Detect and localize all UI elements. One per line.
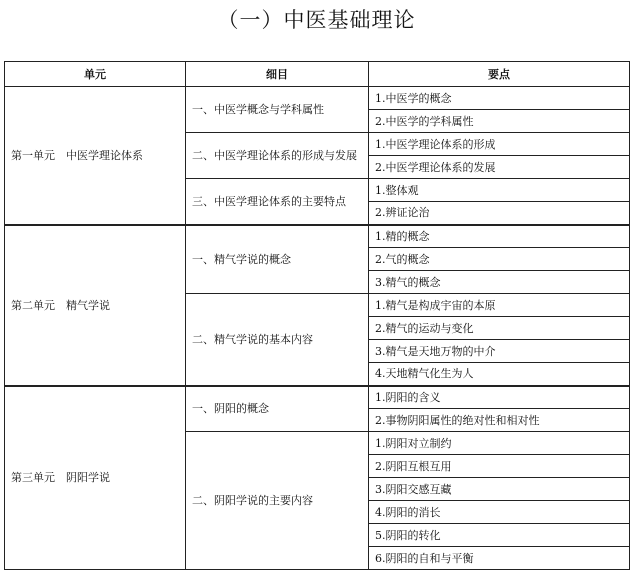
point-cell: 2.气的概念 — [369, 248, 630, 271]
point-cell: 2.精气的运动与变化 — [369, 317, 630, 340]
detail-cell: 三、中医学理论体系的主要特点 — [186, 179, 369, 225]
point-cell: 1.中医学理论体系的形成 — [369, 133, 630, 156]
table-row — [5, 386, 630, 409]
section-title: （一）中医基础理论 — [217, 8, 416, 32]
point-cell: 3.阴阳交感互藏 — [369, 478, 630, 501]
table-body — [5, 87, 630, 570]
point-cell: 1.阴阳对立制约 — [369, 432, 630, 455]
unit-cell: 第二单元 精气学说 — [5, 225, 186, 386]
unit-cell: 第三单元 阴阳学说 — [5, 386, 186, 570]
point-cell: 1.精气是构成宇宙的本原 — [369, 294, 630, 317]
point-cell: 6.阴阳的自和与平衡 — [369, 547, 630, 570]
point-cell: 1.中医学的概念 — [369, 87, 630, 110]
point-cell: 4.阴阳的消长 — [369, 501, 630, 524]
unit-cell: 第一单元 中医学理论体系 — [5, 87, 186, 225]
point-cell: 2.中医学理论体系的发展 — [369, 156, 630, 179]
point-cell: 2.辨证论治 — [369, 202, 630, 225]
detail-cell: 一、阴阳的概念 — [186, 386, 369, 432]
point-cell: 2.阴阳互根互用 — [369, 455, 630, 478]
detail-cell: 二、精气学说的基本内容 — [186, 294, 369, 386]
detail-cell: 一、精气学说的概念 — [186, 225, 369, 294]
point-cell: 2.事物阴阳属性的绝对性和相对性 — [369, 409, 630, 432]
point-cell: 1.整体观 — [369, 179, 630, 202]
table-row — [5, 225, 630, 248]
point-cell: 3.精气是天地万物的中介 — [369, 340, 630, 363]
point-cell: 5.阴阳的转化 — [369, 524, 630, 547]
table-row — [5, 87, 630, 110]
table-header — [5, 62, 630, 87]
header-points: 要点 — [369, 62, 630, 87]
header-detail: 细目 — [186, 62, 369, 87]
syllabus-table — [4, 61, 630, 570]
detail-cell: 二、中医学理论体系的形成与发展 — [186, 133, 369, 179]
header-unit: 单元 — [5, 62, 186, 87]
point-cell: 1.阴阳的含义 — [369, 386, 630, 409]
point-cell: 1.精的概念 — [369, 225, 630, 248]
point-cell: 2.中医学的学科属性 — [369, 110, 630, 133]
header-row — [5, 62, 630, 87]
detail-cell: 一、中医学概念与学科属性 — [186, 87, 369, 133]
point-cell: 3.精气的概念 — [369, 271, 630, 294]
detail-cell: 二、阴阳学说的主要内容 — [186, 432, 369, 570]
point-cell: 4.天地精气化生为人 — [369, 363, 630, 386]
